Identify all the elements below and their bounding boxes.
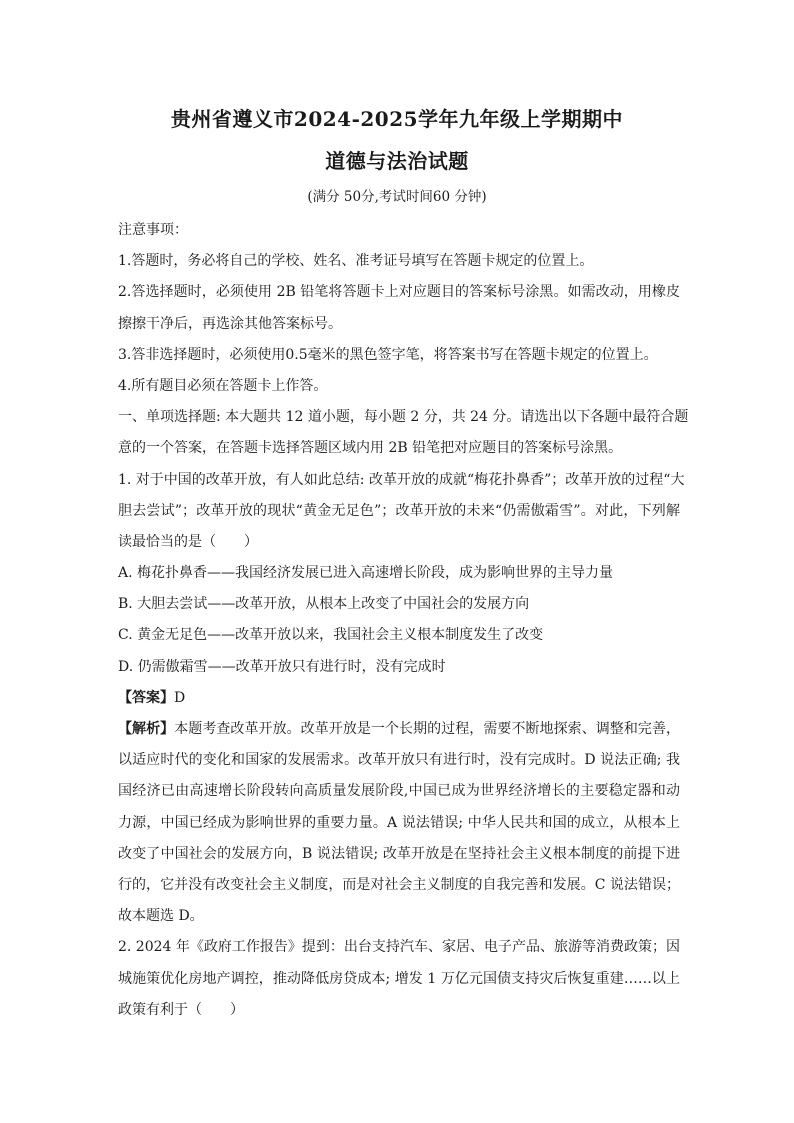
analysis-line: 以适应时代的变化和国家的发展需求。改革开放只有进行时，没有完成时。D 说法正确; 我 [118,752,680,769]
question-2-line: 政策有利于（ ） [118,1001,244,1018]
section-heading-line: 意的一个答案，在答题卡选择答题区域内用 2B 铅笔把对应题目的答案标号涂黑。 [118,440,623,457]
notice-line: 4.所有题目必须在答题卡上作答。 [118,377,328,394]
notice-line: 3.答非选择题时，必须使用0.5毫米的黑色签字笔，将答案书写在答题卡规定的位置上。 [118,346,658,363]
answer-line [118,683,680,714]
answer-value: D [174,689,186,706]
analysis-text: 本题考查改革开放。改革开放是一个长期的过程，需要不断地探索、调整和完善， [174,721,681,737]
question-1-line: 胆去尝试”；改革开放的现状“黄金无足色”；改革开放的未来“仍需傲霜雪”。对此，下列解 [118,502,680,519]
question-2-line: 2. 2024 年《政府工作报告》提到：出台支持汽车、家居、电子产品、旅游等消费政策；因 [118,939,680,956]
option-a: A. 梅花扑鼻香——我国经济发展已进入高速增长阶段，成为影响世界的主导力量 [118,565,614,582]
section-heading-line: 一、单项选择题: 本大题共 12 道小题，每小题 2 分，共 24 分。请选出以下各题中最符合题 [118,409,689,426]
analysis-line: 行的，它并没有改变社会主义制度，而是对社会主义制度的自我完善和发展。C 说法错误； [118,876,680,893]
option-c: C. 黄金无足色——改革开放以来，我国社会主义根本制度发生了改变 [118,627,544,644]
notice-line: 1.答题时，务必将自己的学校、姓名、准考证号填写在答题卡规定的位置上。 [118,253,594,270]
exam-body [118,215,689,1026]
exam-subject-title: 道德与法治试题 [325,149,469,173]
analysis-line [118,714,680,745]
notice-line: 擦擦干净后，再选涂其他答案标号。 [118,315,342,332]
question-1-line: 读最恰当的是（ ） [118,533,258,550]
question-2-line: 城施策优化房地产调控，推动降低房贷成本; 增发 1 万亿元国债支持灾后恢复重建……以上 [118,970,680,987]
analysis-line: 力源，中国已经成为影响世界的重要力量。A 说法错误; 中华人民共和国的成立，从根本上 [118,814,680,831]
question-1-line: 1. 对于中国的改革开放，有人如此总结: 改革开放的成就“梅花扑鼻香”；改革开放的过程“大 [118,471,685,488]
analysis-line: 故本题选 D。 [118,908,204,925]
analysis-label: 【解析】 [118,721,175,737]
notice-heading: 注意事项： [118,222,188,238]
analysis-line: 改变了中国社会的发展方向，B 说法错误; 改革开放是在坚持社会主义根本制度的前提下进 [118,845,680,862]
option-d: D. 仍需傲霜雪——改革开放只有进行时，没有完成时 [118,658,446,675]
analysis-line: 国经济已由高速增长阶段转向高质量发展阶段,中国已成为世界经济增长的主要稳定器和动 [118,783,680,800]
option-b: B. 大胆去尝试——改革开放，从根本上改变了中国社会的发展方向 [118,596,530,613]
answer-label: 【答案】 [118,689,174,706]
exam-subtitle: (满分 50分,考试时间60 分钟) [307,189,487,205]
exam-title: 贵州省遵义市2024-2025学年九年级上学期期中 [170,107,624,131]
notice-line: 2.答选择题时，必须使用 2B 铅笔将答题卡上对应题目的答案标号涂黑。如需改动，用橡皮 [118,284,680,301]
